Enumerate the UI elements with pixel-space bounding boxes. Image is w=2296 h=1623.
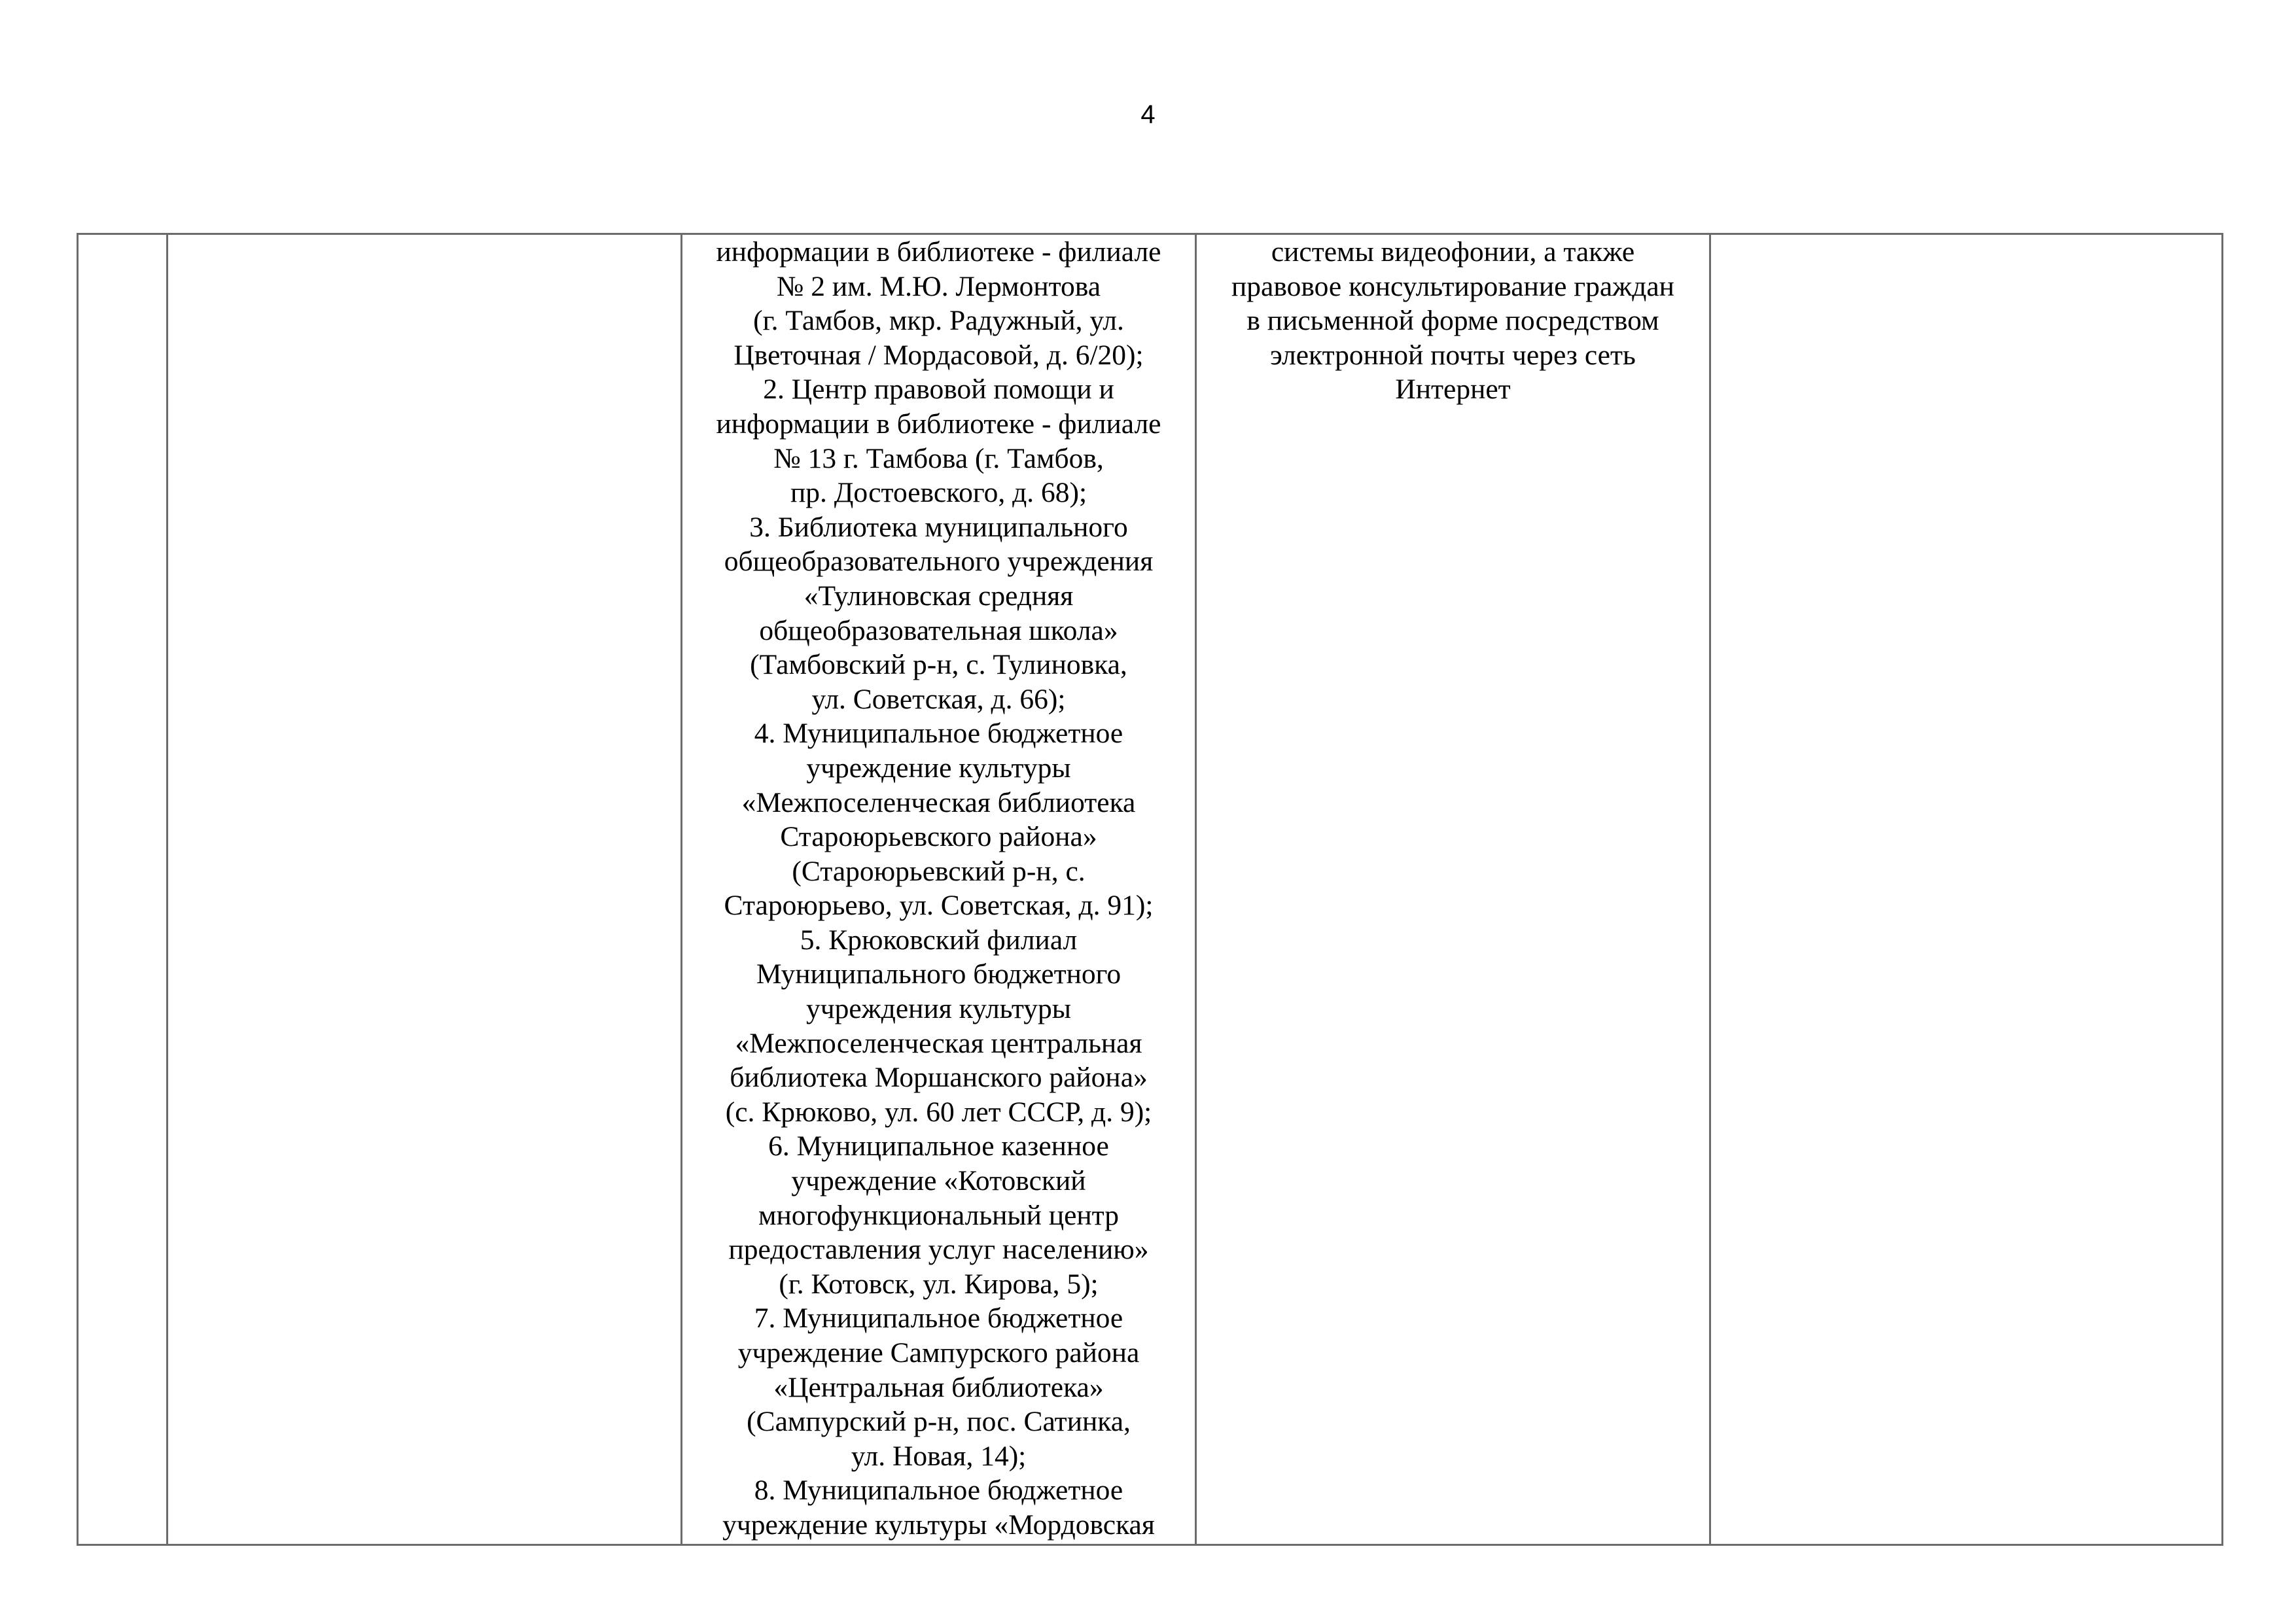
page-number: 4: [1140, 100, 1156, 129]
location-line: (Сампурский р-н, пос. Сатинка,: [747, 1406, 1131, 1438]
location-line: 3. Библиотека муниципального: [749, 511, 1128, 543]
service-line: Интернет: [1395, 374, 1511, 406]
location-line: учреждение культуры: [806, 752, 1071, 784]
location-line: 7. Муниципальное бюджетное: [754, 1302, 1123, 1335]
table-cell-name: [168, 235, 682, 1544]
table-cell-notes: [1711, 235, 2221, 1544]
location-line: библиотека Моршанского района»: [730, 1062, 1148, 1094]
location-line: (с. Крюково, ул. 60 лет СССР, д. 9);: [725, 1096, 1152, 1128]
location-line: Староюрьево, ул. Советская, д. 91);: [724, 890, 1154, 922]
location-line: (г. Тамбов, мкр. Радужный, ул.: [753, 305, 1124, 337]
location-line: учреждение Сампурского района: [737, 1337, 1140, 1369]
location-line: учреждение «Котовский: [791, 1165, 1086, 1197]
locations-text: [682, 235, 1195, 1543]
location-line: Староюрьевского района»: [780, 821, 1097, 853]
location-line: Цветочная / Мордасовой, д. 6/20);: [733, 339, 1144, 371]
location-line: пр. Достоевского, д. 68);: [790, 477, 1087, 509]
table-cell-number: [79, 235, 168, 1544]
location-line: Муниципального бюджетного: [756, 958, 1122, 990]
services-text: [1197, 235, 1709, 407]
location-line: общеобразовательного учреждения: [724, 546, 1154, 578]
location-line: № 13 г. Тамбова (г. Тамбов,: [773, 442, 1104, 474]
location-line: «Центральная библиотека»: [773, 1371, 1104, 1403]
location-line: (Тамбовский р-н, с. Тулиновка,: [750, 649, 1127, 681]
location-line: общеобразовательная школа»: [759, 614, 1118, 646]
location-line: ул. Советская, д. 66);: [811, 683, 1066, 715]
location-line: 4. Муниципальное бюджетное: [754, 718, 1123, 750]
location-line: многофункциональный центр: [758, 1199, 1119, 1231]
document-table: [77, 233, 2223, 1546]
service-line: системы видеофонии, а также: [1271, 236, 1635, 268]
location-line: 6. Муниципальное казенное: [768, 1130, 1109, 1162]
location-line: ул. Новая, 14);: [851, 1440, 1027, 1472]
location-line: «Межпоселенческая центральная: [735, 1027, 1142, 1059]
location-line: 2. Центр правовой помощи и: [763, 374, 1114, 406]
location-line: «Межпоселенческая библиотека: [741, 786, 1136, 818]
location-line: «Тулиновская средняя: [804, 580, 1074, 612]
service-line: в письменной форме посредством: [1246, 305, 1659, 337]
table-cell-services: [1197, 235, 1711, 1544]
location-line: учреждение культуры «Мордовская: [722, 1509, 1155, 1541]
service-line: электронной почты через сеть: [1270, 339, 1636, 371]
table-cell-locations: [682, 235, 1197, 1544]
location-line: 5. Крюковский филиал: [800, 924, 1078, 956]
location-line: информации в библиотеке - филиале: [716, 408, 1161, 440]
location-line: предоставления услуг населению»: [728, 1234, 1149, 1266]
location-line: (Староюрьевский р-н, с.: [792, 855, 1086, 887]
location-line: 8. Муниципальное бюджетное: [754, 1475, 1123, 1507]
location-line: № 2 им. М.Ю. Лермонтова: [776, 270, 1101, 302]
location-line: учреждения культуры: [805, 993, 1072, 1025]
service-line: правовое консультирование граждан: [1231, 270, 1674, 302]
location-line: информации в библиотеке - филиале: [716, 236, 1161, 268]
location-line: (г. Котовск, ул. Кирова, 5);: [779, 1268, 1099, 1300]
